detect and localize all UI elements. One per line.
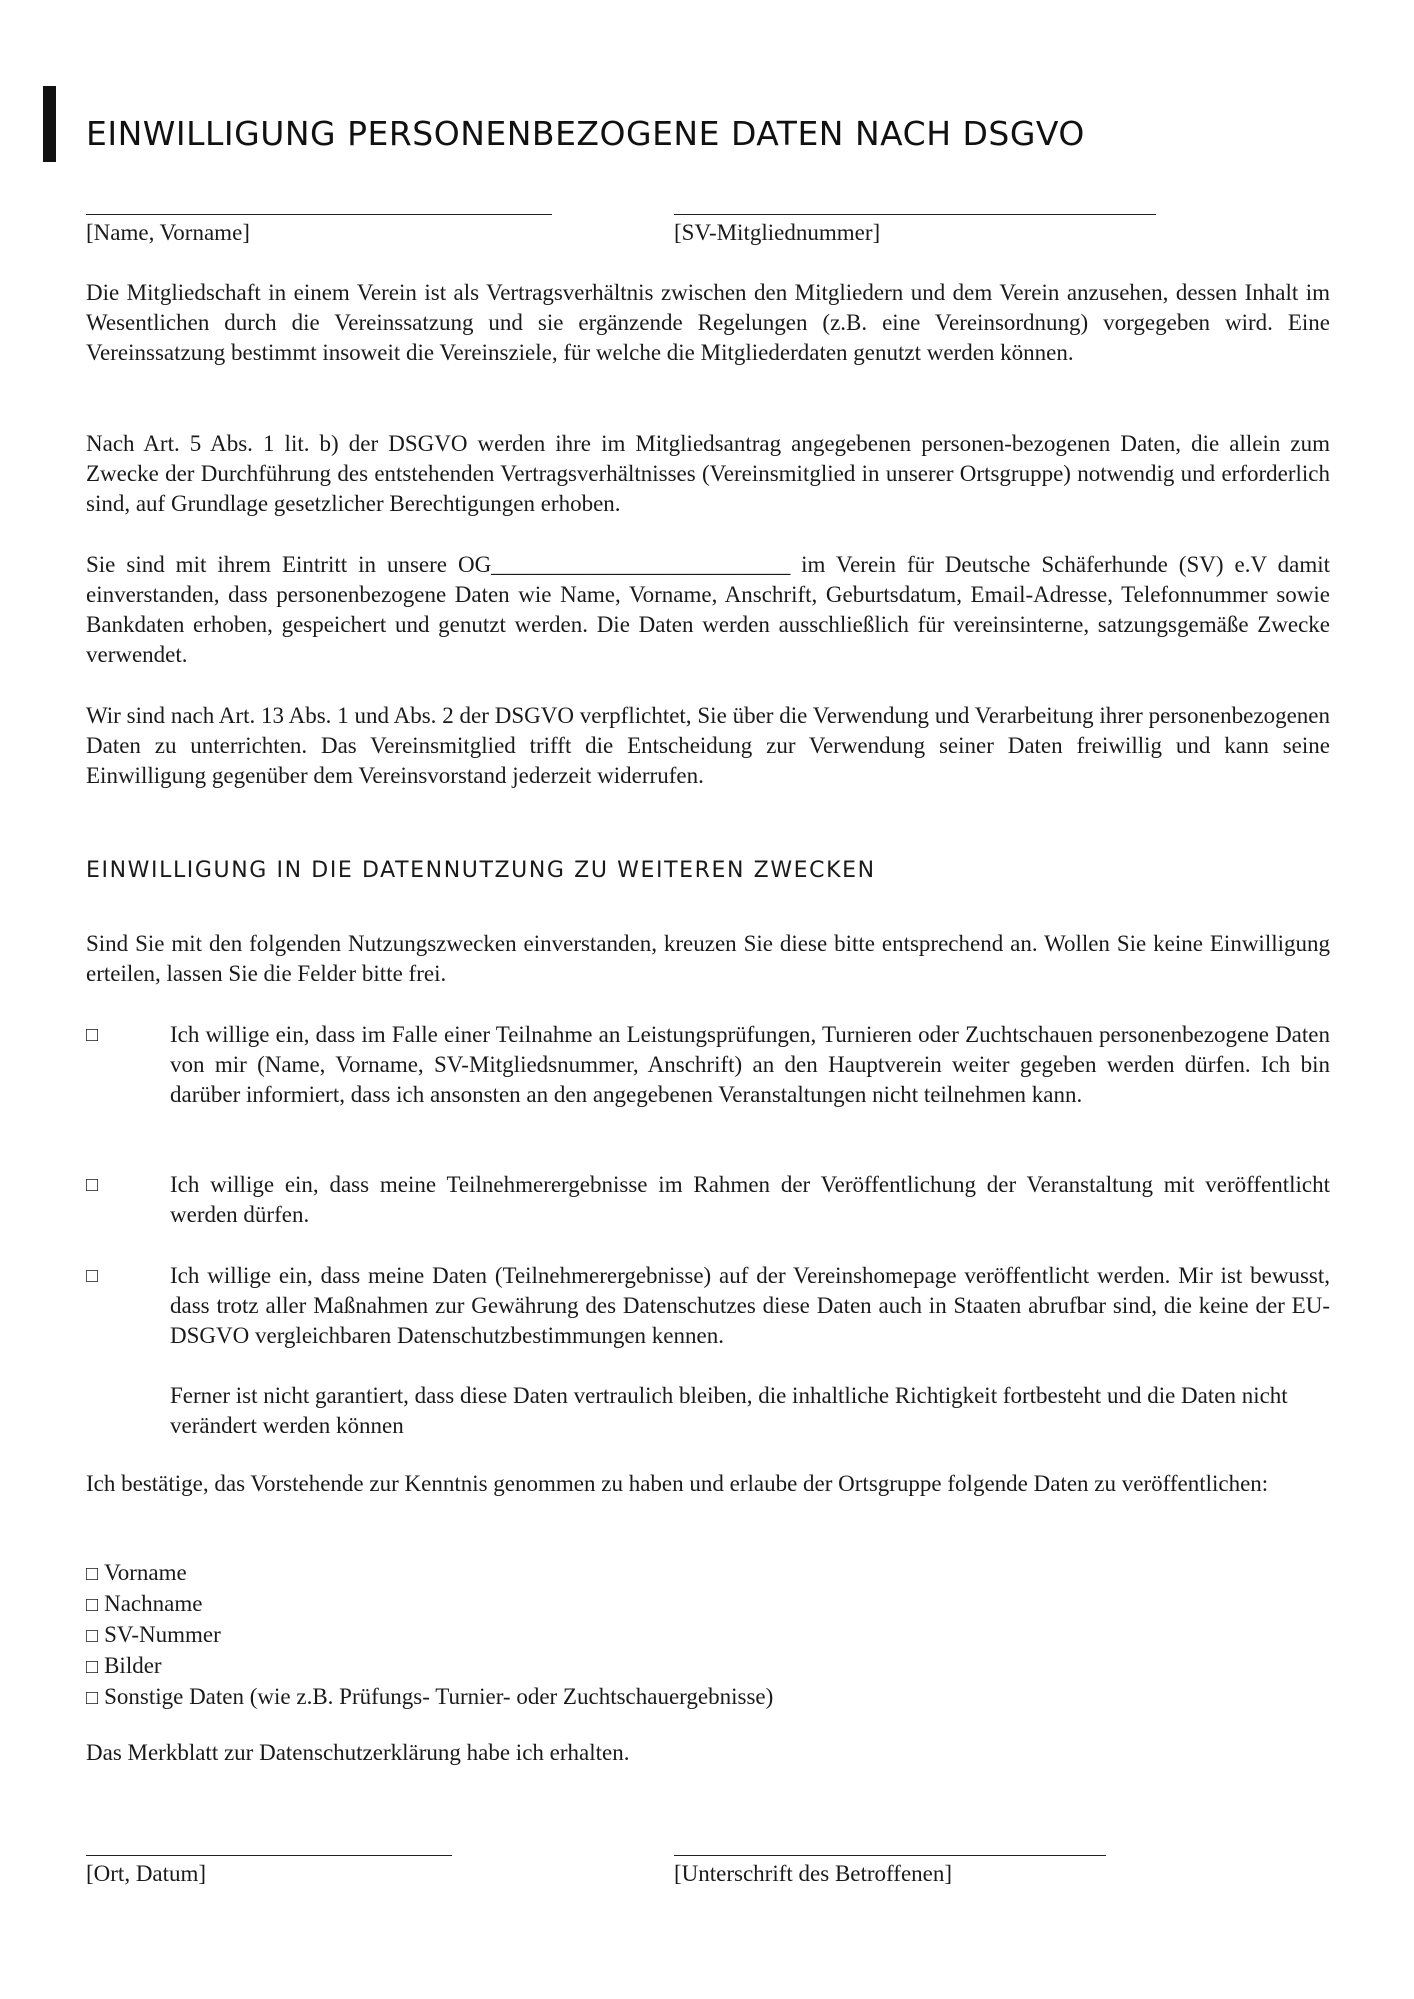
consent-text-1: Ich willige ein, dass im Falle einer Teilnahme an Leistungsprüfungen, Turnieren oder Zuchtschauen personenbezogene Daten von mir (Name, Vorname, SV-Mitgliedsnummer, Anschrift) an den Hauptverein weiter gegeben werden dürfen. Ich bin darüber informiert, dass ich ansonsten an den angegebenen Veranstaltungen nicht teilnehmen kann. [170,1022,1330,1107]
consent-text-2: Ich willige ein, dass meine Teilnehmerergebnisse im Rahmen der Veröffentlichung der Veranstaltung mit veröffentlicht werden dürfen. [170,1172,1330,1227]
intro-paragraph-3: Sie sind mit ihrem Eintritt in unsere OG__________________________ im Verein für Deutsche Schäferhunde (SV) e.V damit einverstanden, dass personenbezogene Daten wie Name, Vorname, Anschrift, Geburtsdatum, Email-Adresse, Telefonnummer sowie Bankdaten erhoben, gespeichert und genutzt werden. Die Daten werden ausschließlich für vereinsinterne, satzungsgemäße Zwecke verwendet. [86,552,1330,667]
instructions-paragraph: Sind Sie mit den folgenden Nutzungszwecken einverstanden, kreuzen Sie diese bitte entsprechend an. Wollen Sie keine Einwilligung erteilen, lassen Sie die Felder bitte frei. [86,931,1330,986]
intro-paragraph-1: Die Mitgliedschaft in einem Verein ist als Vertragsverhältnis zwischen den Mitgliedern und dem Verein anzusehen, dessen Inhalt im Wesentlichen durch die Vereinssatzung und sie ergänzende Regelungen (z.B. eine Vereinsordnung) vorgegeben wird. Eine Vereinssatzung bestimmt insoweit die Vereinsziele, für welche die Mitgliederdaten genutzt werden können. [86,280,1330,365]
signature-line[interactable] [674,1855,1106,1856]
publish-options-list [86,1558,773,1713]
name-line[interactable] [86,214,552,215]
publish-option-other-data[interactable]: □ Sonstige Daten (wie z.B. Prüfungs- Turnier- oder Zuchtschauergebnisse) [86,1684,774,1709]
checkbox-icon[interactable]: □ [86,1625,99,1647]
consent-text-3: Ich willige ein, dass meine Daten (Teilnehmerergebnisse) auf der Vereinshomepage veröffentlicht werden. Mir ist bewusst, dass trotz aller Maßnahmen zur Gewährung des Datenschutzes diese Daten auch in Staaten abrufbar sind, die keine der EU-DSGVO vergleichbaren Datenschutzbestimmungen kennen. [170,1263,1330,1348]
member-number-line[interactable] [674,214,1156,215]
name-label: [Name, Vorname] [86,220,250,245]
checkbox-icon[interactable]: □ [86,1656,99,1678]
consent-checkbox-2[interactable]: □ [86,1174,99,1196]
leaflet-note: Das Merkblatt zur Datenschutzerklärung habe ich erhalten. [86,1740,630,1765]
signature-label: [Unterschrift des Betroffenen] [674,1861,953,1886]
intro-paragraph-2: Nach Art. 5 Abs. 1 lit. b) der DSGVO werden ihre im Mitgliedsantrag angegebenen personen-bezogenen Daten, die allein zum Zwecke der Durchführung des entstehenden Vertragsverhältnisses (Vereinsmitglied in unserer Ortsgruppe) notwendig und erforderlich sind, auf Grundlage gesetzlicher Berechtigungen erhoben. [86,431,1330,516]
intro-paragraph-4: Wir sind nach Art. 13 Abs. 1 und Abs. 2 der DSGVO verpflichtet, Sie über die Verwendung und Verarbeitung ihrer personenbezogenen Daten zu unterrichten. Das Vereinsmitglied trifft die Entscheidung zur Verwendung seiner Daten freiwillig und kann seine Einwilligung gegenüber dem Vereinsvorstand jederzeit widerrufen. [86,703,1330,788]
checkbox-icon[interactable]: □ [86,1563,99,1585]
consent-note-3: Ferner ist nicht garantiert, dass diese Daten vertraulich bleiben, die inhaltliche Richtigkeit fortbesteht und die Daten nicht verändert werden können [170,1383,1288,1438]
document-title: EINWILLIGUNG PERSONENBEZOGENE DATEN NACH DSGVO [86,114,1085,153]
publish-option-last-name[interactable]: □ Nachname [86,1591,203,1616]
publish-option-sv-number[interactable]: □ SV-Nummer [86,1622,221,1647]
place-date-line[interactable] [86,1855,452,1856]
title-marker-bar [43,86,56,162]
checkbox-icon[interactable]: □ [86,1687,99,1709]
member-number-label: [SV-Mitgliednummer] [674,220,881,245]
publish-intro-paragraph: Ich bestätige, das Vorstehende zur Kenntnis genommen zu haben und erlaube der Ortsgruppe folgende Daten zu veröffentlichen: [86,1471,1269,1496]
section-title: EINWILLIGUNG IN DIE DATENNUTZUNG ZU WEITEREN ZWECKEN [86,858,876,883]
consent-checkbox-3[interactable]: □ [86,1265,99,1287]
publish-option-first-name[interactable]: □ Vorname [86,1560,187,1585]
consent-checkbox-1[interactable]: □ [86,1024,99,1046]
checkbox-icon[interactable]: □ [86,1594,99,1616]
publish-option-pictures[interactable]: □ Bilder [86,1653,162,1678]
place-date-label: [Ort, Datum] [86,1861,207,1886]
